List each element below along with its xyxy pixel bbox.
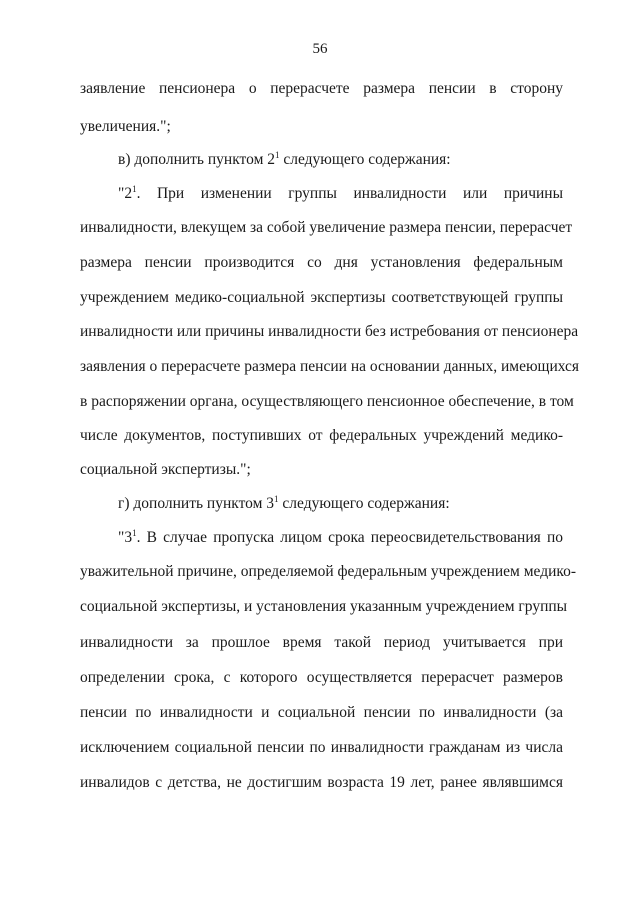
text-line: заявление пенсионера о перерасчете размера пенсии в сторону <box>80 80 563 97</box>
text-line: определении срока, с которого осуществляется перерасчет размеров <box>80 669 563 686</box>
text-line: увеличения."; <box>80 118 171 135</box>
item-v-prefix: в) дополнить пунктом 2 <box>118 151 275 168</box>
text-line: инвалидов с детства, не достигшим возраста 19 лет, ранее являвшимся <box>80 774 563 791</box>
item-v-heading <box>118 150 563 170</box>
item-g-heading <box>118 494 563 514</box>
quote-number: "2 <box>118 185 133 202</box>
text-line: социальной экспертизы, и установления указанным учреждением группы <box>80 598 568 615</box>
item-g-suffix: следующего содержания: <box>278 495 450 512</box>
quote-number: "3 <box>118 529 133 546</box>
text-line: уважительной причине, определяемой федеральным учреждением медико- <box>80 563 577 580</box>
text-line: инвалидности или причины инвалидности без истребования от пенсионера <box>80 323 579 340</box>
superscript: 1 <box>275 150 280 160</box>
superscript: 1 <box>132 528 137 538</box>
text-line: учреждением медико-социальной экспертизы соответствующей группы <box>80 289 563 306</box>
paragraph-3-1-first-line <box>118 528 563 548</box>
text-line: инвалидности за прошлое время такой период учитывается при <box>80 634 563 651</box>
text-line: размера пенсии производится со дня установления федеральным <box>80 254 563 271</box>
text-line: инвалидности, влекущем за собой увеличение размера пенсии, перерасчет <box>80 219 573 236</box>
text-line: заявления о перерасчете размера пенсии на основании данных, имеющихся <box>80 358 580 375</box>
first-line-rest: . При изменении группы инвалидности или причины <box>136 185 563 202</box>
first-line-rest: . В случае пропуска лицом срока переосвидетельствования по <box>136 529 563 546</box>
item-g-prefix: г) дополнить пунктом 3 <box>118 495 275 512</box>
superscript: 1 <box>274 494 279 504</box>
text-line: числе документов, поступивших от федеральных учреждений медико- <box>80 427 563 444</box>
text-line: пенсии по инвалидности и социальной пенсии по инвалидности (за <box>80 704 563 721</box>
paragraph-2-1-first-line <box>118 184 563 204</box>
text-line: исключением социальной пенсии по инвалидности гражданам из числа <box>80 739 563 756</box>
text-line: социальной экспертизы."; <box>80 461 251 478</box>
page-number: 56 <box>312 41 328 57</box>
item-v-suffix: следующего содержания: <box>279 151 451 168</box>
superscript: 1 <box>132 184 137 194</box>
text-line: в распоряжении органа, осуществляющего пенсионное обеспечение, в том <box>80 393 574 410</box>
